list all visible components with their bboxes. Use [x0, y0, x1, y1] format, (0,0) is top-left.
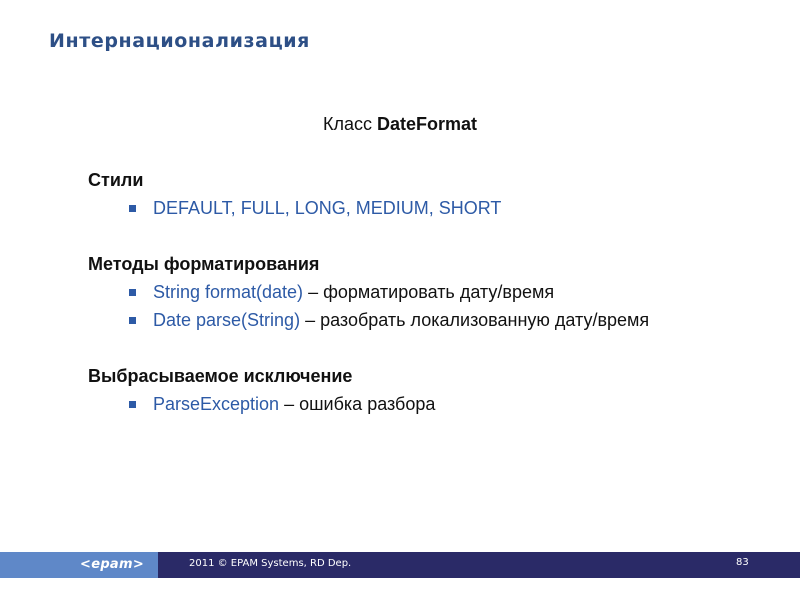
- list-item-text: [153, 310, 649, 331]
- slide-title: Интернационализация: [49, 30, 310, 52]
- page-number: 83: [736, 557, 749, 568]
- subtitle-prefix: Класс: [322, 114, 377, 134]
- code-text: ParseException: [153, 394, 280, 414]
- logo-left-chevron-icon: <: [80, 557, 92, 572]
- list-item-text: [153, 198, 501, 219]
- slide-subtitle: [0, 114, 800, 135]
- code-text: DEFAULT, FULL, LONG, MEDIUM, SHORT: [153, 198, 502, 218]
- section-heading-styles: Стили: [88, 170, 144, 190]
- logo-right-chevron-icon: >: [132, 557, 145, 572]
- description-text: – форматировать дату/время: [303, 282, 555, 302]
- section-heading-exception: Выбрасываемое исключение: [88, 366, 353, 386]
- list-item-text: [153, 394, 435, 415]
- epam-logo: [80, 556, 145, 574]
- description-text: – разобрать локализованную дату/время: [300, 310, 650, 330]
- section-heading-methods: Методы форматирования: [88, 254, 320, 274]
- footer-copyright: 2011 © EPAM Systems, RD Dep.: [189, 558, 352, 569]
- footer-logo-block: [0, 552, 158, 578]
- bullet-square-icon: [129, 317, 136, 324]
- subtitle-class-name: DateFormat: [376, 114, 478, 134]
- bullet-square-icon: [129, 401, 136, 408]
- footer-bar: [0, 552, 800, 578]
- list-item-text: [153, 282, 554, 303]
- code-text: String format(date): [153, 282, 304, 302]
- logo-text: epam: [91, 557, 133, 572]
- bullet-square-icon: [129, 289, 136, 296]
- bullet-square-icon: [129, 205, 136, 212]
- description-text: – ошибка разбора: [279, 394, 436, 414]
- code-text: Date parse(String): [153, 310, 301, 330]
